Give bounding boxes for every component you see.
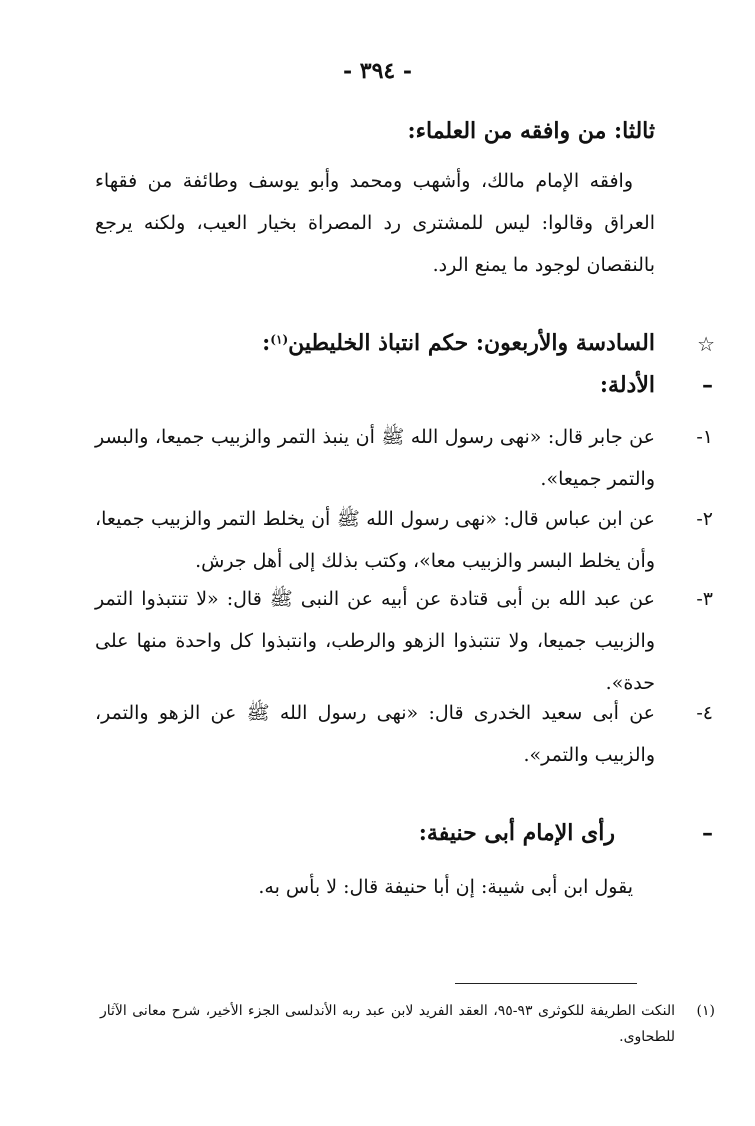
item-text: عن أبى سعيد الخدرى قال: «نهى رسول الله ﷺ عن الزهو والتمر، والزبيب والتمر». xyxy=(95,702,655,766)
dash-icon: – xyxy=(702,820,713,846)
item-number: ١- xyxy=(696,426,713,448)
footnote xyxy=(100,998,715,1050)
item-number: ٢- xyxy=(696,508,713,530)
section-46-heading-row xyxy=(95,330,715,356)
section-third-heading: ثالثا: من وافقه من العلماء: xyxy=(407,118,655,144)
evidence-heading: الأدلة: xyxy=(599,372,655,398)
item-text: عن عبد الله بن أبى قتادة عن أبيه عن النبى ﷺ قال: «لا تنتبذوا التمر والزبيب جميعا، ولا تنتبذوا الزهو والرطب، وانتبذوا كل واحدة منها على حدة». xyxy=(95,588,655,694)
item-text: عن جابر قال: «نهى رسول الله ﷺ أن ينبذ التمر والزبيب جميعا، والبسر والتمر جميعا». xyxy=(95,426,655,490)
section-third-paragraph: وافقه الإمام مالك، وأشهب ومحمد وأبو يوسف وطائفة من فقهاء العراق وقالوا: ليس للمشترى رد المصراة بخيار العيب، ولكنه يرجع بالنقصان لوجود ما يمنع الرد. xyxy=(95,170,655,276)
footnote-number: (١) xyxy=(696,1003,715,1019)
item-number: ٣- xyxy=(696,588,713,610)
footnote-text: النكت الطريفة للكوثرى ٩٣-٩٥، العقد الفريد لابن عبد ربه الأندلسى الجزء الأخير، شرح معانى الآثار للطحاوى. xyxy=(100,1003,675,1045)
evidence-heading-row xyxy=(95,372,713,398)
item-number: ٤- xyxy=(696,702,713,724)
evidence-item xyxy=(95,416,713,500)
evidence-item xyxy=(95,498,713,582)
footnote-ref[interactable]: (١) xyxy=(270,332,289,347)
star-icon: ☆ xyxy=(697,332,715,356)
page-number: - ٣٩٤ - xyxy=(342,58,413,84)
abu-hanifa-text: يقول ابن أبى شيبة: إن أبا حنيفة قال: لا بأس به. xyxy=(258,876,633,898)
abu-hanifa-heading-row xyxy=(95,820,713,846)
abu-hanifa-heading: رأى الإمام أبى حنيفة: xyxy=(418,820,615,846)
section-46-heading-colon: : xyxy=(262,330,271,356)
footnote-separator xyxy=(455,983,637,984)
evidence-item xyxy=(95,692,713,776)
evidence-item xyxy=(95,578,713,704)
dash-icon: – xyxy=(702,372,713,398)
item-text: عن ابن عباس قال: «نهى رسول الله ﷺ أن يخلط التمر والزبيب جميعا، وأن يخلط البسر والزبيب معا»، وكتب بذلك إلى أهل جرش. xyxy=(95,508,655,572)
section-46-heading: السادسة والأربعون: حكم انتباذ الخليطين xyxy=(288,330,655,356)
